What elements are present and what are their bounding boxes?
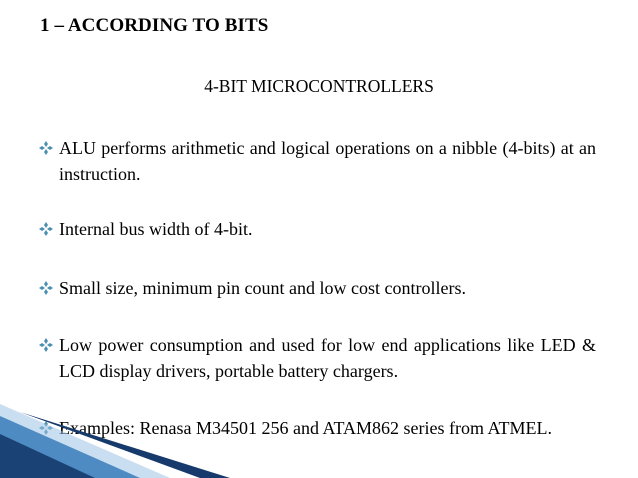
bullet-text: Examples: Renasa M34501 256 and ATAM862 series from ATMEL.: [59, 418, 552, 438]
bullet-text: Low power consumption and used for low end applications like LED & LCD display drivers, portable battery chargers.: [59, 335, 596, 381]
subheading-text: 4-BIT MICROCONTROLLERS: [204, 76, 434, 96]
four-diamond-bullet-icon: [39, 281, 53, 295]
four-diamond-bullet-icon: [39, 222, 53, 236]
bullet-item: [39, 216, 596, 242]
bullet-item: [39, 332, 596, 384]
bullet-item: [39, 135, 596, 187]
bullet-text: ALU performs arithmetic and logical operations on a nibble (4-bits) at an instruction.: [59, 138, 596, 184]
corner-swoosh-decoration: [0, 394, 260, 478]
slide-heading: 1 – ACCORDING TO BITS: [40, 15, 269, 36]
four-diamond-bullet-icon: [39, 338, 53, 352]
slide-subheading: [0, 76, 638, 97]
bullet-item: [39, 275, 596, 301]
bullet-text: Internal bus width of 4-bit.: [59, 219, 253, 239]
four-diamond-bullet-icon: [39, 141, 53, 155]
bullet-text: Small size, minimum pin count and low cost controllers.: [59, 278, 466, 298]
